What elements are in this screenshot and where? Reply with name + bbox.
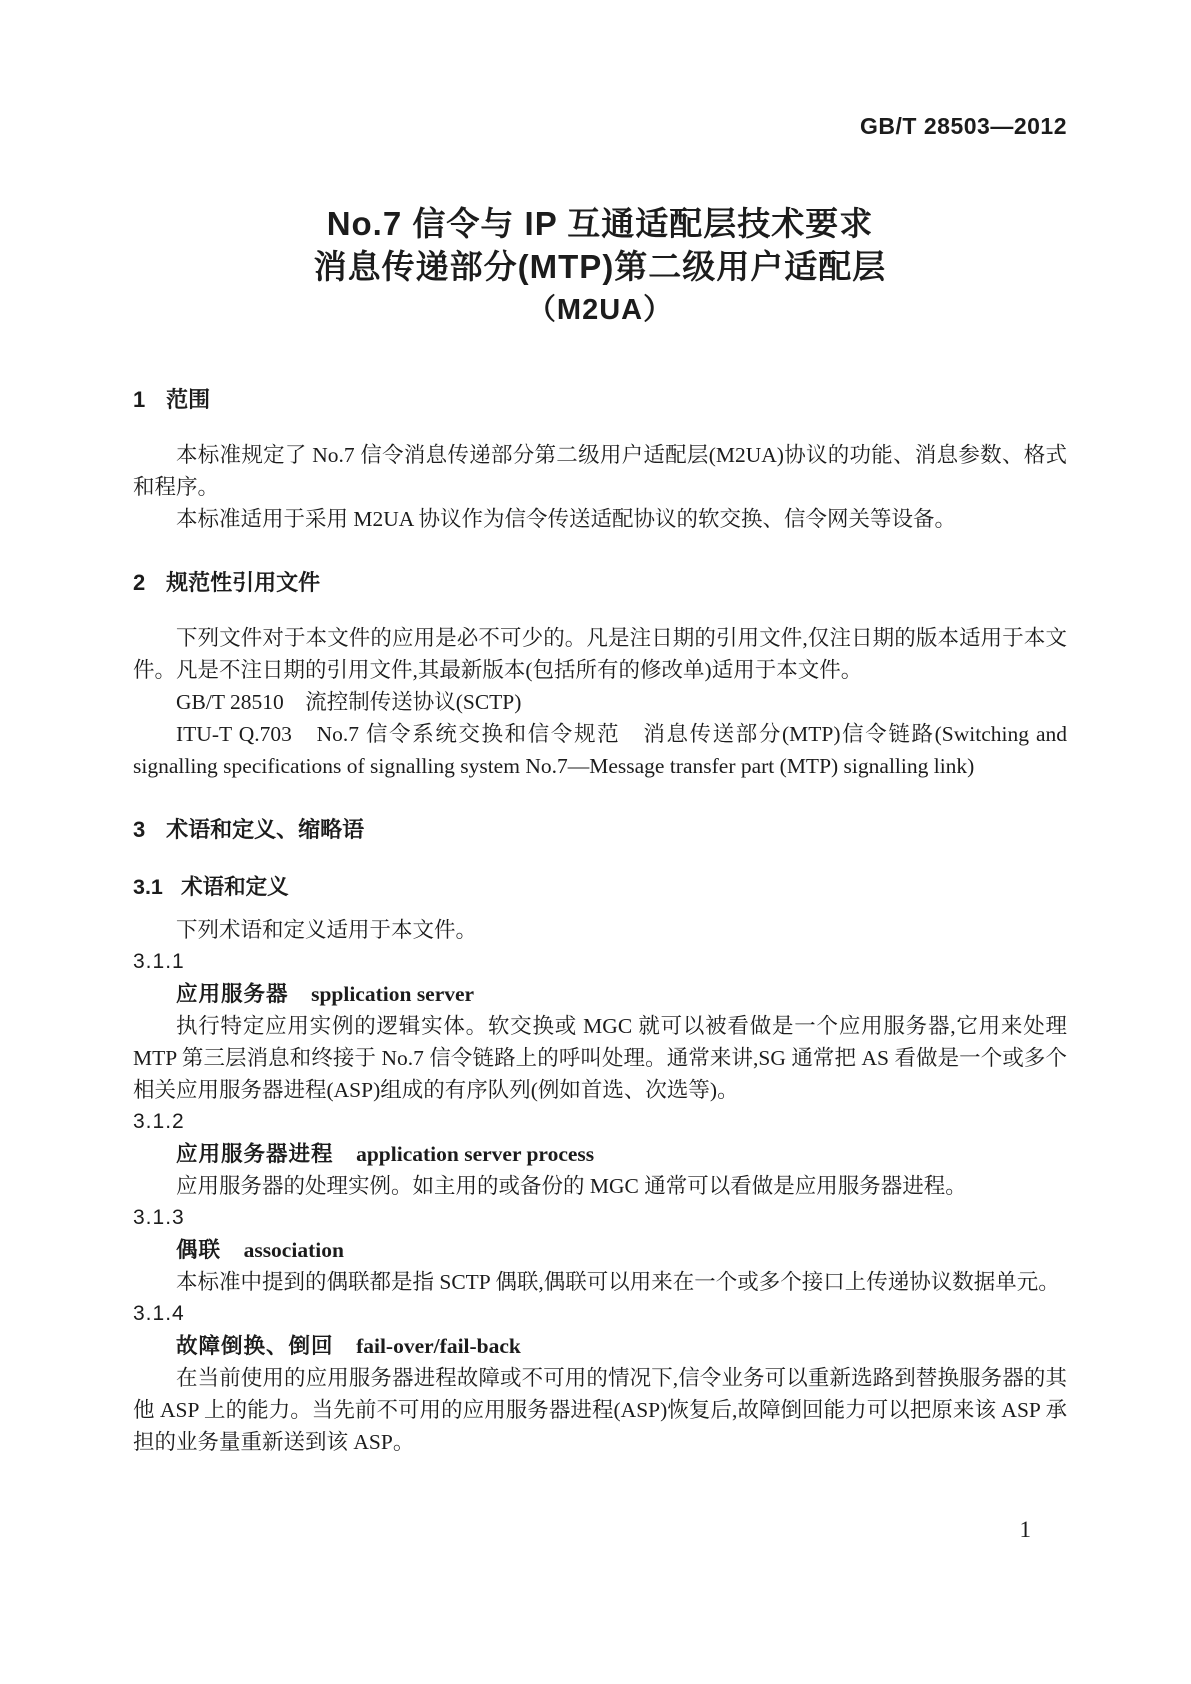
term-english: fail-over/fail-back <box>356 1334 521 1358</box>
term-number: 3.1.1 <box>133 950 185 973</box>
term-title <box>133 978 1067 1010</box>
section-2-heading <box>133 567 1067 599</box>
term-chinese: 应用服务器进程 <box>176 1142 334 1166</box>
section-3-1-intro: 下列术语和定义适用于本文件。 <box>176 918 478 942</box>
section-2-reference-2: ITU-T Q.703 No.7 信令系统交换和信令规范 消息传送部分(MTP)信令链路(Switching and signalling specifications of signalling system No.7—Message transfer part (MTP) signalling link) <box>133 722 1067 778</box>
page-content <box>133 0 1067 1458</box>
term-chinese: 偶联 <box>176 1238 222 1262</box>
page-number: 1 <box>1019 1517 1031 1542</box>
section-1-paragraph-2: 本标准适用于采用 M2UA 协议作为信令传送适配协议的软交换、信令网关等设备。 <box>176 507 956 531</box>
section-1-number: 1 <box>133 387 146 412</box>
section-1-paragraph-1: 本标准规定了 No.7 信令消息传递部分第二级用户适配层(M2UA)协议的功能、消息参数、格式和程序。 <box>133 443 1067 499</box>
term-entry <box>133 1106 1067 1202</box>
standard-code: GB/T 28503—2012 <box>860 113 1067 139</box>
section-2-number: 2 <box>133 570 146 595</box>
term-english: spplication server <box>311 982 475 1006</box>
section-3-1-heading <box>133 871 1067 903</box>
term-definition: 本标准中提到的偶联都是指 SCTP 偶联,偶联可以用来在一个或多个接口上传递协议数据单元。 <box>176 1270 1060 1294</box>
section-1-label: 范围 <box>166 387 211 412</box>
title-line-2: 消息传递部分(MTP)第二级用户适配层 <box>313 248 887 285</box>
term-chinese: 应用服务器 <box>176 982 289 1006</box>
term-english: association <box>243 1238 344 1262</box>
term-title <box>133 1330 1067 1362</box>
section-2-label: 规范性引用文件 <box>166 570 321 595</box>
term-definition: 在当前使用的应用服务器进程故障或不可用的情况下,信令业务可以重新选路到替换服务器的其他 ASP 上的能力。当先前不可用的应用服务器进程(ASP)恢复后,故障倒回能力可以把原来该 ASP 承担的业务量重新送到该 ASP。 <box>133 1366 1067 1454</box>
term-title <box>133 1234 1067 1266</box>
title-line-3: （M2UA） <box>526 294 674 326</box>
term-entry <box>133 1298 1067 1458</box>
section-2-paragraph-1: 下列文件对于本文件的应用是必不可少的。凡是注日期的引用文件,仅注日期的版本适用于本文件。凡是不注日期的引用文件,其最新版本(包括所有的修改单)适用于本文件。 <box>133 626 1067 682</box>
term-definition: 执行特定应用实例的逻辑实体。软交换或 MGC 就可以被看做是一个应用服务器,它用来处理 MTP 第三层消息和终接于 No.7 信令链路上的呼叫处理。通常来讲,SG 通常把 AS 看做是一个或多个相关应用服务器进程(ASP)组成的有序队列(例如首选、次选等)。 <box>133 1014 1067 1102</box>
section-3-heading <box>133 814 1067 846</box>
section-2-reference-1: GB/T 28510 流控制传送协议(SCTP) <box>176 690 522 714</box>
term-entry <box>133 1202 1067 1298</box>
section-1-heading <box>133 384 1067 416</box>
term-number: 3.1.3 <box>133 1206 185 1229</box>
term-entry <box>133 946 1067 1106</box>
term-title <box>133 1138 1067 1170</box>
section-3-1-number: 3.1 <box>133 875 163 899</box>
term-definition: 应用服务器的处理实例。如主用的或备份的 MGC 通常可以看做是应用服务器进程。 <box>176 1174 967 1198</box>
term-number: 3.1.4 <box>133 1302 185 1325</box>
title-line-1: No.7 信令与 IP 互通适配层技术要求 <box>326 205 874 242</box>
term-chinese: 故障倒换、倒回 <box>176 1334 334 1358</box>
document-title <box>133 202 1067 332</box>
term-number: 3.1.2 <box>133 1110 185 1133</box>
term-english: application server process <box>356 1142 595 1166</box>
section-3-number: 3 <box>133 817 146 842</box>
section-3-1-label: 术语和定义 <box>181 875 289 899</box>
section-3-label: 术语和定义、缩略语 <box>166 817 365 842</box>
